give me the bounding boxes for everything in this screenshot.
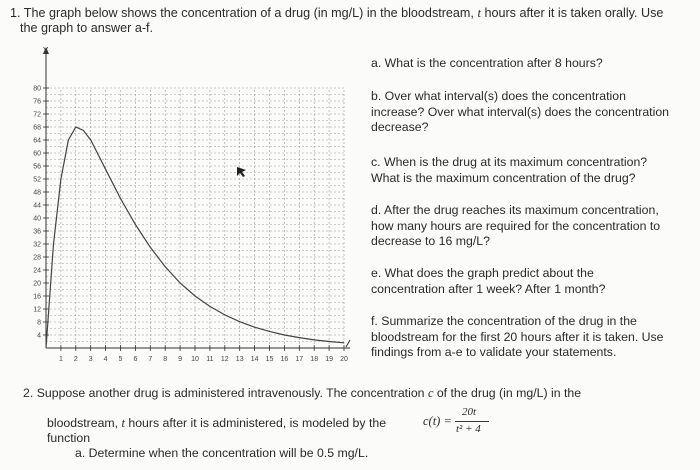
function-denominator: t² + 4 <box>456 423 481 435</box>
function-lhs: c(t) = <box>423 414 452 428</box>
problem-2-text-2a: bloodstream, <box>47 416 119 430</box>
y-tick-label: 52 <box>33 176 41 184</box>
y-tick-label: 32 <box>33 241 41 249</box>
y-tick-label: 40 <box>33 215 41 223</box>
problem-2-text-1a: Suppose another drug is administered intravenously. The concentration <box>36 386 425 400</box>
question-c: c. When is the drug at its maximum concentration? What is the maximum concentration of the drug? <box>371 155 648 185</box>
variable-c: c <box>427 386 434 400</box>
graph-axes <box>43 47 350 348</box>
y-axis-tick-labels <box>33 86 49 340</box>
problem-1-text-b: hours after it is taken orally. Use <box>484 6 664 20</box>
function-numerator: 20t <box>462 406 477 418</box>
y-tick-label: 44 <box>33 202 41 210</box>
y-tick-label: 16 <box>33 293 41 301</box>
y-tick-label: 4 <box>37 332 41 340</box>
x-tick-label: 15 <box>265 356 274 363</box>
x-tick-label: 14 <box>250 356 259 363</box>
x-tick-label: 11 <box>206 356 214 363</box>
x-tick-label: 1 <box>58 356 63 363</box>
y-tick-label: 80 <box>33 85 41 93</box>
problem-1-text-a: The graph below shows the concentration of a drug (in mg/L) in the bloodstream, <box>23 6 474 20</box>
x-tick-label: 7 <box>148 356 153 363</box>
pointer-arrow-icon <box>237 167 246 177</box>
y-tick-label: 68 <box>33 124 41 132</box>
question-e: e. What does the graph predict about the concentration after 1 week? After 1 month? <box>371 266 606 296</box>
problem-1-number: 1. <box>10 6 21 20</box>
x-tick-label: 17 <box>295 356 304 363</box>
x-tick-label: 12 <box>220 356 229 363</box>
y-tick-label: 20 <box>33 280 41 288</box>
y-tick-label: 60 <box>33 150 41 158</box>
x-tick-label: 9 <box>178 356 183 363</box>
x-tick-label: 20 <box>340 356 348 363</box>
problem-2-text-1b: of the drug (in mg/L) in the <box>436 386 582 400</box>
graph-grid <box>46 88 344 348</box>
y-tick-label: 24 <box>33 267 41 275</box>
y-tick-label: 64 <box>33 137 41 145</box>
question-f: f. Summarize the concentration of the drug in the bloodstream for the first 20 hours after it is taken. Use findings from a-e to validate your statements. <box>371 314 664 359</box>
x-tick-label: 6 <box>133 356 138 363</box>
y-tick-label: 28 <box>33 254 41 262</box>
problem-2-line2 <box>47 416 427 445</box>
y-tick-label: 36 <box>33 228 41 236</box>
concentration-graph <box>10 44 360 369</box>
x-tick-label: 10 <box>191 356 199 363</box>
question-a: a. What is the concentration after 8 hours? <box>371 56 603 70</box>
x-tick-label: 8 <box>163 356 168 363</box>
problem-2-text-2b: hours after it is administered, is modeled by the function <box>47 416 387 445</box>
x-tick-label: 19 <box>325 356 333 363</box>
problem-2-line1 <box>23 386 693 401</box>
x-tick-label: 18 <box>310 356 319 363</box>
y-axis-label: Y <box>43 46 49 55</box>
x-tick-label: 13 <box>235 356 244 363</box>
x-tick-label: 16 <box>280 356 289 363</box>
problem-1-text-line2: the graph to answer a-f. <box>20 21 154 35</box>
x-tick-label: 3 <box>88 356 93 363</box>
y-tick-label: 8 <box>37 319 41 327</box>
y-tick-label: 76 <box>33 98 41 106</box>
problem-2-part-a: a. Determine when the concentration will be 0.5 mg/L. <box>75 446 369 460</box>
y-tick-label: 72 <box>33 111 41 119</box>
x-tick-label: 4 <box>103 356 108 363</box>
y-tick-label: 48 <box>33 189 41 197</box>
question-b: b. Over what interval(s) does the concentration increase? Over what interval(s) does the concentration decrease? <box>371 89 670 134</box>
fraction-bar <box>455 421 489 422</box>
x-tick-label: 2 <box>73 356 78 363</box>
y-tick-label: 12 <box>33 306 41 314</box>
x-tick-label: 5 <box>118 356 123 363</box>
x-axis-end-mark <box>346 340 350 347</box>
variable-t: t <box>477 6 481 20</box>
problem-2-number: 2. <box>23 386 34 400</box>
y-tick-label: 56 <box>33 163 41 171</box>
variable-t-2: t <box>121 416 125 430</box>
question-d: d. After the drug reaches its maximum concentration, how many hours are required for the concentration to decrease to 16 mg/L? <box>371 203 661 248</box>
problem-1-intro <box>10 6 690 36</box>
